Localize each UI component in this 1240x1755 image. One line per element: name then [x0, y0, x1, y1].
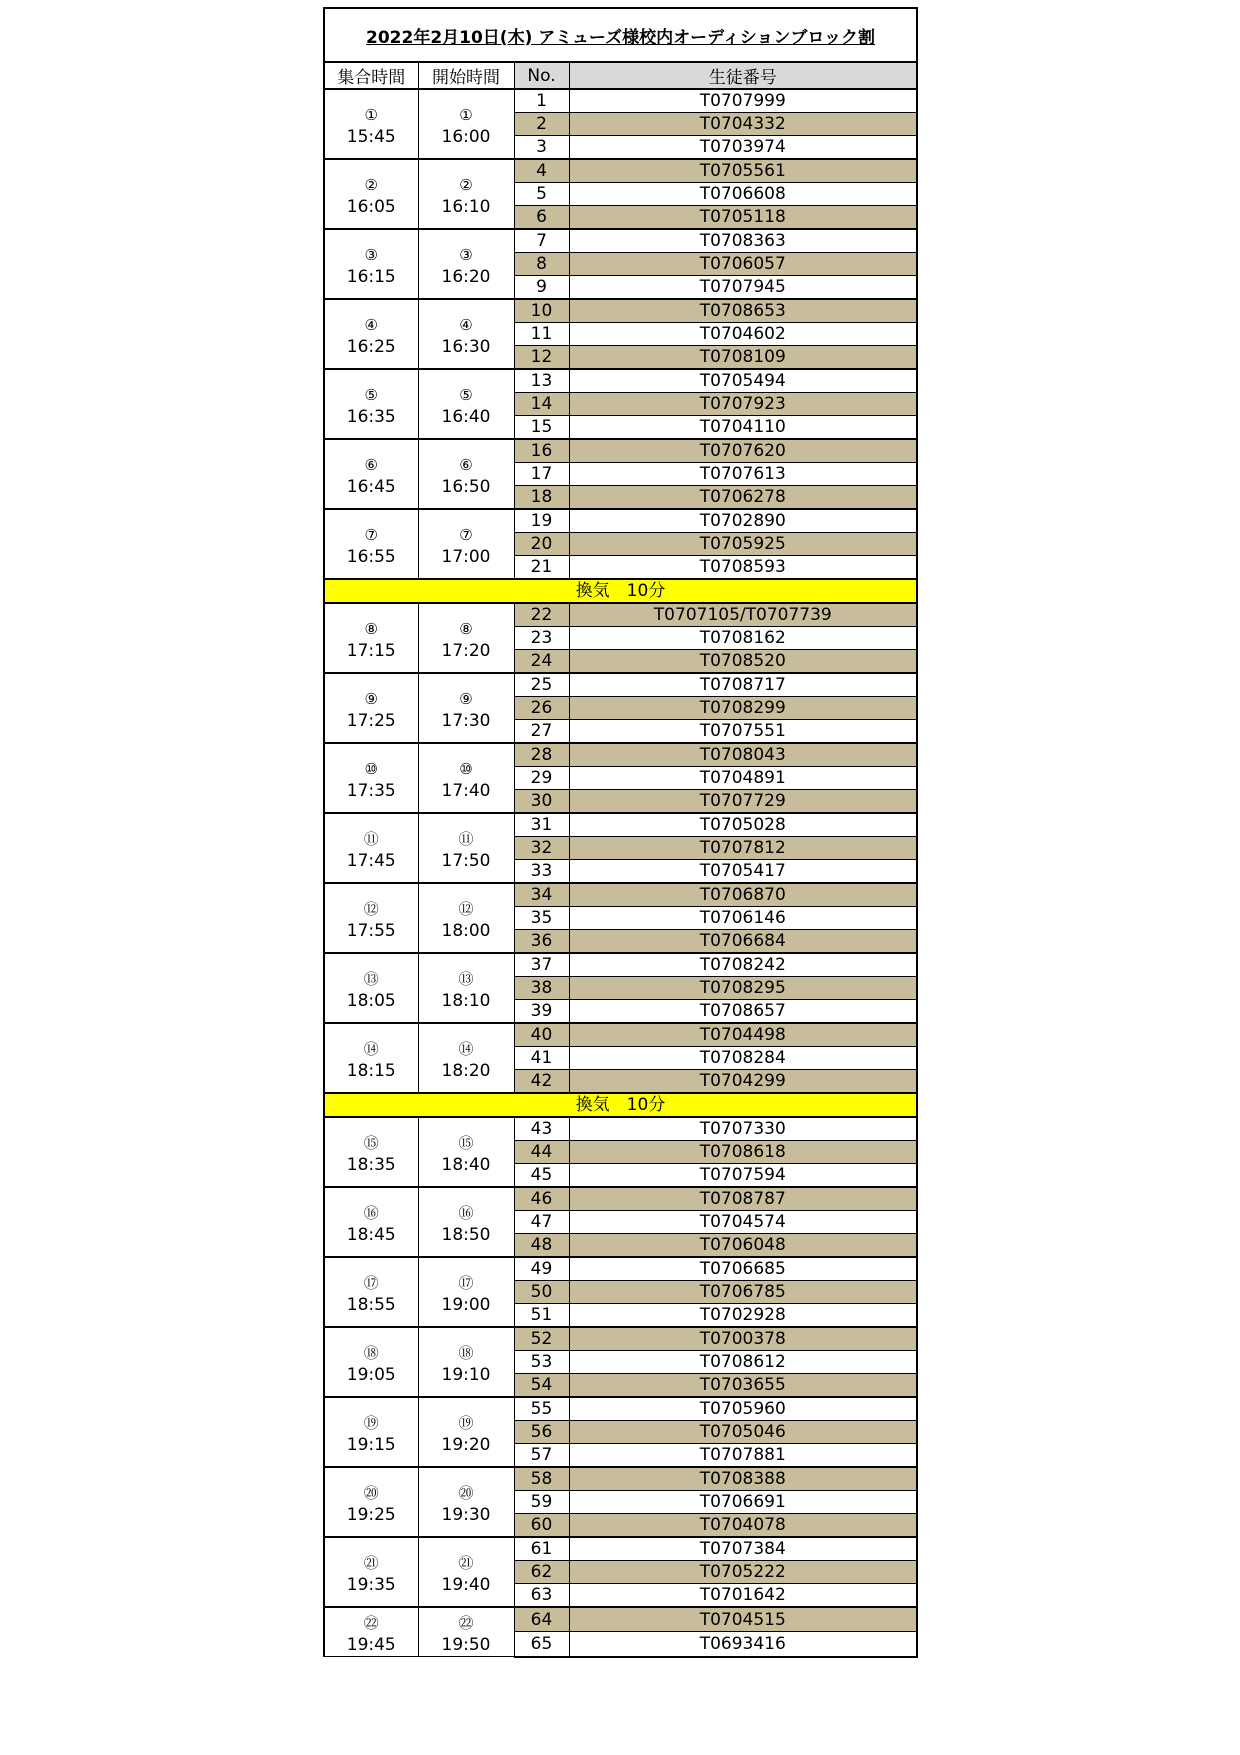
start-time-cell [418, 1607, 514, 1657]
block-mark: ㉑ [363, 1554, 379, 1572]
table-row [324, 439, 917, 463]
row-number: 52 [514, 1327, 569, 1351]
student-id: T0707923 [569, 393, 917, 416]
row-number: 38 [514, 977, 569, 1000]
student-id: T0708109 [569, 346, 917, 370]
gather-time-cell [324, 603, 418, 673]
table-row [324, 1537, 917, 1561]
student-id: T0705028 [569, 813, 917, 837]
row-number: 50 [514, 1281, 569, 1304]
student-id: T0704299 [569, 1070, 917, 1094]
gather-time-cell [324, 1607, 418, 1657]
student-id: T0707999 [569, 89, 917, 113]
row-number: 57 [514, 1444, 569, 1468]
row-number: 43 [514, 1117, 569, 1141]
row-number: 53 [514, 1351, 569, 1374]
row-number: 61 [514, 1537, 569, 1561]
row-number: 63 [514, 1584, 569, 1608]
row-number: 56 [514, 1421, 569, 1444]
student-id: T0708612 [569, 1351, 917, 1374]
student-id: T0705494 [569, 369, 917, 393]
ventilation-label: 換気 10分 [324, 579, 917, 603]
start-time-cell [418, 883, 514, 953]
student-id: T0708162 [569, 627, 917, 650]
block-mark: ⑧ [364, 620, 378, 638]
student-id: T0705925 [569, 533, 917, 556]
row-number: 2 [514, 113, 569, 136]
student-id: T0706057 [569, 253, 917, 276]
gather-time: 17:25 [346, 711, 396, 731]
row-number: 21 [514, 556, 569, 580]
row-number: 30 [514, 790, 569, 814]
block-mark: ㉒ [363, 1614, 379, 1632]
block-mark: ⑲ [363, 1414, 379, 1432]
gather-time: 19:15 [346, 1435, 396, 1455]
block-mark: ④ [364, 316, 378, 334]
gather-time-cell [324, 953, 418, 1023]
start-time-cell [418, 673, 514, 743]
block-mark: ① [364, 106, 378, 124]
row-number: 51 [514, 1304, 569, 1328]
row-number: 31 [514, 813, 569, 837]
block-mark: ② [459, 176, 473, 194]
row-number: 35 [514, 907, 569, 930]
start-time: 19:50 [441, 1635, 491, 1655]
start-time: 17:20 [441, 641, 491, 661]
student-id: T0705222 [569, 1561, 917, 1584]
start-time: 16:40 [441, 407, 491, 427]
row-number: 34 [514, 883, 569, 907]
student-id: T0708388 [569, 1467, 917, 1491]
row-number: 48 [514, 1234, 569, 1258]
gather-time: 16:45 [346, 477, 396, 497]
gather-time-cell [324, 673, 418, 743]
block-mark: ⑭ [363, 1040, 379, 1058]
student-id: T0703974 [569, 136, 917, 160]
gather-time-cell [324, 1327, 418, 1397]
page-title: 2022年2月10日(木) アミューズ様校内オーディションブロック割 [324, 8, 917, 62]
row-number: 49 [514, 1257, 569, 1281]
gather-time: 17:55 [346, 921, 396, 941]
student-id: T0708363 [569, 229, 917, 253]
gather-time-cell [324, 1187, 418, 1257]
start-time: 16:10 [441, 197, 491, 217]
row-number: 44 [514, 1141, 569, 1164]
student-id: T0706048 [569, 1234, 917, 1258]
row-number: 11 [514, 323, 569, 346]
student-id: T0708657 [569, 1000, 917, 1024]
gather-time: 17:15 [346, 641, 396, 661]
row-number: 60 [514, 1514, 569, 1538]
gather-time-cell [324, 159, 418, 229]
start-time-cell [418, 813, 514, 883]
student-id: T0707594 [569, 1164, 917, 1188]
row-number: 41 [514, 1047, 569, 1070]
start-time: 19:40 [441, 1575, 491, 1595]
gather-time-cell [324, 1467, 418, 1537]
table-row [324, 509, 917, 533]
start-time-cell [418, 1467, 514, 1537]
table-row [324, 159, 917, 183]
ventilation-row [324, 1093, 917, 1117]
row-number: 8 [514, 253, 569, 276]
table-row [324, 883, 917, 907]
block-mark: ⑫ [458, 900, 474, 918]
table-row [324, 89, 917, 113]
start-time: 18:10 [441, 991, 491, 1011]
student-id: T0704110 [569, 416, 917, 440]
student-id: T0706785 [569, 1281, 917, 1304]
student-id: T0705046 [569, 1421, 917, 1444]
start-time-cell [418, 1187, 514, 1257]
table-row [324, 1023, 917, 1047]
start-time-cell [418, 1537, 514, 1607]
row-number: 15 [514, 416, 569, 440]
gather-time-cell [324, 299, 418, 369]
table-row [324, 1397, 917, 1421]
start-time: 19:10 [441, 1365, 491, 1385]
block-mark: ⑱ [363, 1344, 379, 1362]
block-mark: ⑰ [458, 1274, 474, 1292]
student-id: T0707613 [569, 463, 917, 486]
row-number: 58 [514, 1467, 569, 1491]
student-id: T0707729 [569, 790, 917, 814]
block-mark: ③ [459, 246, 473, 264]
student-id: T0707330 [569, 1117, 917, 1141]
block-mark: ⑬ [363, 970, 379, 988]
header-gather-time: 集合時間 [324, 62, 418, 89]
gather-time-cell [324, 229, 418, 299]
row-number: 54 [514, 1374, 569, 1398]
start-time: 16:20 [441, 267, 491, 287]
gather-time-cell [324, 1023, 418, 1093]
row-number: 17 [514, 463, 569, 486]
row-number: 33 [514, 860, 569, 884]
block-mark: ⑦ [459, 526, 473, 544]
block-mark: ⑫ [363, 900, 379, 918]
gather-time-cell [324, 813, 418, 883]
student-id: T0707551 [569, 720, 917, 744]
gather-time: 16:35 [346, 407, 396, 427]
gather-time-cell [324, 1537, 418, 1607]
gather-time: 15:45 [346, 127, 396, 147]
gather-time-cell [324, 439, 418, 509]
table-row [324, 1187, 917, 1211]
block-mark: ㉑ [458, 1554, 474, 1572]
header-student-id: 生徒番号 [569, 62, 917, 89]
block-mark: ⑨ [364, 690, 378, 708]
row-number: 36 [514, 930, 569, 954]
row-number: 23 [514, 627, 569, 650]
block-mark: ⑲ [458, 1414, 474, 1432]
student-id: T0704891 [569, 767, 917, 790]
table-row [324, 299, 917, 323]
row-number: 10 [514, 299, 569, 323]
block-mark: ② [364, 176, 378, 194]
block-mark: ① [459, 106, 473, 124]
start-time-cell [418, 1257, 514, 1327]
block-mark: ③ [364, 246, 378, 264]
start-time-cell [418, 1397, 514, 1467]
gather-time: 19:05 [346, 1365, 396, 1385]
student-id: T0708284 [569, 1047, 917, 1070]
block-mark: ⑭ [458, 1040, 474, 1058]
row-number: 26 [514, 697, 569, 720]
gather-time: 16:25 [346, 337, 396, 357]
student-id: T0704332 [569, 113, 917, 136]
table-row [324, 743, 917, 767]
student-id: T0706691 [569, 1491, 917, 1514]
gather-time: 18:55 [346, 1295, 396, 1315]
student-id: T0705561 [569, 159, 917, 183]
gather-time-cell [324, 1117, 418, 1187]
student-id: T0704574 [569, 1211, 917, 1234]
gather-time: 17:45 [346, 851, 396, 871]
row-number: 46 [514, 1187, 569, 1211]
table-row [324, 369, 917, 393]
header-start-time: 開始時間 [418, 62, 514, 89]
student-id: T0702890 [569, 509, 917, 533]
block-mark: ⑪ [458, 830, 474, 848]
row-number: 12 [514, 346, 569, 370]
ventilation-label: 換気 10分 [324, 1093, 917, 1117]
schedule-body [324, 89, 917, 1657]
student-id: T0707105/T0707739 [569, 603, 917, 627]
row-number: 47 [514, 1211, 569, 1234]
start-time: 18:00 [441, 921, 491, 941]
block-mark: ⑤ [364, 386, 378, 404]
start-time-cell [418, 439, 514, 509]
schedule-sheet [323, 7, 916, 1658]
row-number: 1 [514, 89, 569, 113]
row-number: 16 [514, 439, 569, 463]
student-id: T0708653 [569, 299, 917, 323]
student-id: T0707620 [569, 439, 917, 463]
student-id: T0706870 [569, 883, 917, 907]
student-id: T0703655 [569, 1374, 917, 1398]
start-time-cell [418, 1327, 514, 1397]
row-number: 24 [514, 650, 569, 674]
student-id: T0706685 [569, 1257, 917, 1281]
student-id: T0708717 [569, 673, 917, 697]
student-id: T0707945 [569, 276, 917, 300]
start-time: 16:30 [441, 337, 491, 357]
ventilation-row [324, 579, 917, 603]
row-number: 32 [514, 837, 569, 860]
start-time-cell [418, 369, 514, 439]
block-mark: ⑮ [458, 1134, 474, 1152]
table-row [324, 1257, 917, 1281]
gather-time: 18:45 [346, 1225, 396, 1245]
row-number: 19 [514, 509, 569, 533]
row-number: 28 [514, 743, 569, 767]
student-id: T0707384 [569, 1537, 917, 1561]
start-time-cell [418, 1117, 514, 1187]
block-mark: ④ [459, 316, 473, 334]
gather-time: 17:35 [346, 781, 396, 801]
start-time-cell [418, 509, 514, 579]
row-number: 25 [514, 673, 569, 697]
student-id: T0706278 [569, 486, 917, 510]
student-id: T0704498 [569, 1023, 917, 1047]
student-id: T0705417 [569, 860, 917, 884]
block-mark: ⑮ [363, 1134, 379, 1152]
start-time-cell [418, 229, 514, 299]
table-row [324, 813, 917, 837]
gather-time-cell [324, 1257, 418, 1327]
row-number: 4 [514, 159, 569, 183]
start-time-cell [418, 603, 514, 673]
start-time: 18:40 [441, 1155, 491, 1175]
table-row [324, 1467, 917, 1491]
student-id: T0708520 [569, 650, 917, 674]
start-time: 19:30 [441, 1505, 491, 1525]
start-time: 17:00 [441, 547, 491, 567]
row-number: 39 [514, 1000, 569, 1024]
gather-time: 18:05 [346, 991, 396, 1011]
row-number: 42 [514, 1070, 569, 1094]
student-id: T0700378 [569, 1327, 917, 1351]
row-number: 20 [514, 533, 569, 556]
block-mark: ⑳ [458, 1484, 474, 1502]
gather-time-cell [324, 883, 418, 953]
gather-time: 18:15 [346, 1061, 396, 1081]
row-number: 9 [514, 276, 569, 300]
block-mark: ⑳ [363, 1484, 379, 1502]
student-id: T0707881 [569, 1444, 917, 1468]
header-number: No. [514, 62, 569, 89]
block-mark: ㉒ [458, 1614, 474, 1632]
row-number: 14 [514, 393, 569, 416]
schedule-table [323, 7, 918, 1658]
student-id: T0708043 [569, 743, 917, 767]
gather-time-cell [324, 1397, 418, 1467]
row-number: 45 [514, 1164, 569, 1188]
table-row [324, 673, 917, 697]
start-time: 17:30 [441, 711, 491, 731]
student-id: T0704602 [569, 323, 917, 346]
student-id: T0693416 [569, 1632, 917, 1657]
student-id: T0708299 [569, 697, 917, 720]
gather-time-cell [324, 369, 418, 439]
start-time-cell [418, 159, 514, 229]
block-mark: ⑪ [363, 830, 379, 848]
gather-time-cell [324, 509, 418, 579]
gather-time: 16:15 [346, 267, 396, 287]
student-id: T0708295 [569, 977, 917, 1000]
gather-time: 18:35 [346, 1155, 396, 1175]
student-id: T0704078 [569, 1514, 917, 1538]
start-time-cell [418, 743, 514, 813]
student-id: T0706684 [569, 930, 917, 954]
row-number: 13 [514, 369, 569, 393]
student-id: T0704515 [569, 1607, 917, 1632]
block-mark: ⑤ [459, 386, 473, 404]
block-mark: ⑯ [363, 1204, 379, 1222]
block-mark: ⑥ [364, 456, 378, 474]
start-time-cell [418, 953, 514, 1023]
student-id: T0708787 [569, 1187, 917, 1211]
row-number: 37 [514, 953, 569, 977]
student-id: T0701642 [569, 1584, 917, 1608]
gather-time: 16:05 [346, 197, 396, 217]
start-time-cell [418, 299, 514, 369]
start-time: 16:00 [441, 127, 491, 147]
row-number: 5 [514, 183, 569, 206]
start-time: 18:50 [441, 1225, 491, 1245]
student-id: T0708242 [569, 953, 917, 977]
start-time-cell [418, 89, 514, 159]
start-time: 18:20 [441, 1061, 491, 1081]
start-time: 17:40 [441, 781, 491, 801]
student-id: T0707812 [569, 837, 917, 860]
gather-time-cell [324, 89, 418, 159]
start-time: 19:20 [441, 1435, 491, 1455]
block-mark: ⑬ [458, 970, 474, 988]
row-number: 65 [514, 1632, 569, 1657]
gather-time: 19:45 [346, 1635, 396, 1655]
row-number: 62 [514, 1561, 569, 1584]
row-number: 22 [514, 603, 569, 627]
start-time-cell [418, 1023, 514, 1093]
row-number: 64 [514, 1607, 569, 1632]
row-number: 29 [514, 767, 569, 790]
table-row [324, 1117, 917, 1141]
student-id: T0708618 [569, 1141, 917, 1164]
row-number: 59 [514, 1491, 569, 1514]
student-id: T0706608 [569, 183, 917, 206]
row-number: 7 [514, 229, 569, 253]
student-id: T0706146 [569, 907, 917, 930]
table-row [324, 229, 917, 253]
block-mark: ⑱ [458, 1344, 474, 1362]
block-mark: ⑥ [459, 456, 473, 474]
block-mark: ⑰ [363, 1274, 379, 1292]
student-id: T0705118 [569, 206, 917, 230]
block-mark: ⑨ [459, 690, 473, 708]
block-mark: ⑧ [459, 620, 473, 638]
table-row [324, 1327, 917, 1351]
table-row [324, 603, 917, 627]
start-time: 19:00 [441, 1295, 491, 1315]
gather-time: 16:55 [346, 547, 396, 567]
row-number: 55 [514, 1397, 569, 1421]
block-mark: ⑩ [364, 760, 378, 778]
gather-time: 19:25 [346, 1505, 396, 1525]
table-row [324, 953, 917, 977]
student-id: T0702928 [569, 1304, 917, 1328]
block-mark: ⑩ [459, 760, 473, 778]
start-time: 16:50 [441, 477, 491, 497]
table-row [324, 1607, 917, 1632]
block-mark: ⑯ [458, 1204, 474, 1222]
row-number: 40 [514, 1023, 569, 1047]
student-id: T0708593 [569, 556, 917, 580]
row-number: 6 [514, 206, 569, 230]
row-number: 27 [514, 720, 569, 744]
start-time: 17:50 [441, 851, 491, 871]
block-mark: ⑦ [364, 526, 378, 544]
gather-time: 19:35 [346, 1575, 396, 1595]
row-number: 18 [514, 486, 569, 510]
student-id: T0705960 [569, 1397, 917, 1421]
gather-time-cell [324, 743, 418, 813]
row-number: 3 [514, 136, 569, 160]
